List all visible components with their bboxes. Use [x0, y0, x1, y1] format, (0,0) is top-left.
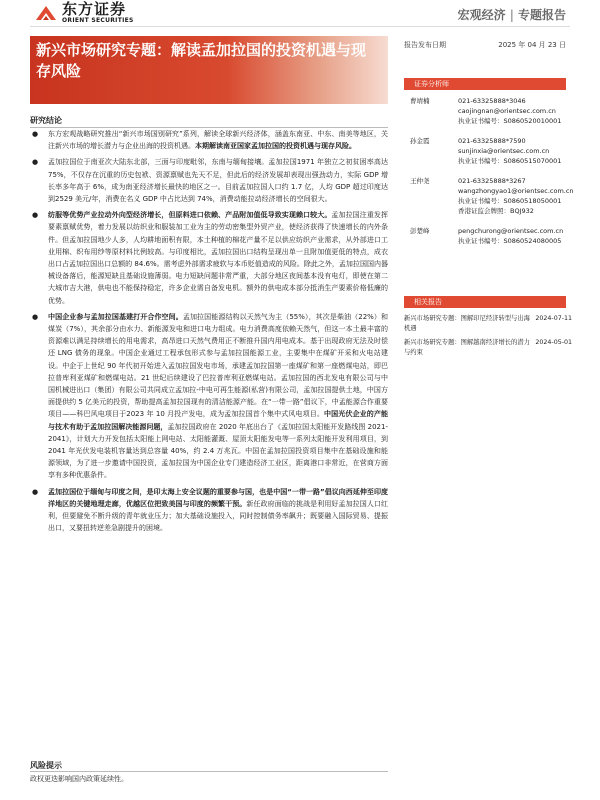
risk-text: 政权更迭影响国内政策延续性。 — [30, 775, 128, 783]
related-reports-header: 相关报告 — [404, 296, 566, 308]
summary-bullet — [30, 209, 388, 307]
related-report-title: 新兴市场研究专题：图解越南经济增长的潜力与约束 — [404, 339, 530, 356]
related-report-title: 新兴市场研究专题：图解印尼经济转型与出海机遇 — [404, 315, 530, 332]
related-report-date: 2024-07-11 — [535, 315, 572, 322]
bullet-text: 东方宏观战略研究推出“新兴市场国别研究”系列，解读全球新兴经济体，涵盖东南亚、中东、南美等地区，关注新兴市场的增长潜力与企业出海的投资机遇。 — [48, 130, 388, 151]
page-title: 新兴市场研究专题：解读孟加拉国的投资机遇与现存风险 — [36, 41, 367, 80]
analyst-license: 执业证书编号：S0860518050001 — [458, 197, 562, 205]
bullet-text: 孟加拉国能源结构以天然气为主（55%），其次是柴油（22%）和煤炭（7%），其余部分由水力、新能源发电和进口电力组成。电力消费高度依赖天然气，但这一本土最丰富的资源难以满足持续增长的用电需求，高昂进口天然气费用正不断推升国内用电成本。基于出现政府无法及时偿还 LNG 债务的现象。中国企业通过工程承包形式参与孟加拉国能源工业，主要集中在煤矿开采和火电站建设。中企于上世纪 90 年代初开始进入孟加拉国发电市场，承建孟加拉国第一座煤矿和第一座燃煤电站，即巴拉普库利亚煤矿和燃煤电站。21 世纪后续建设了巴拉普库利亚燃煤电站。孟加拉国的西北发电有限公司与中国机械进出口（集团）有限公司共同成立孟加拉-中电可再生能源(私营)有限公司，孟加拉国提供土地，中国方面提供约 5 亿美元的投资，帮助提高孟加拉国现有的清洁能源产能。在“一带一路”倡议下，中孟能源合作重要项目——科巴风电项目于2023 年 10 月投产发电，成为孟加拉国首个集中式风电项目。 — [48, 312, 389, 419]
category-label: 宏观经济 — [457, 8, 506, 22]
company-logo — [34, 2, 134, 24]
header-divider — [30, 26, 570, 27]
bullet-dot-icon: ● — [32, 130, 39, 138]
analyst-email[interactable]: wangzhongyao1@orientsec.com.cn — [458, 187, 574, 195]
analyst-phone: 021-63325888*3046 — [458, 97, 526, 105]
bullet-dot-icon: ● — [32, 312, 39, 321]
analyst-phone: 021-63325888*7590 — [458, 137, 526, 145]
summary-bullet — [30, 128, 388, 152]
bullet-text: 孟加拉国注重发挥要素禀赋优势，着力发展以纺织业和服装加工业为主的劳动密集型外贸产业，使经济获得了快速增长的内外条件。但孟加拉国地少人多，人均耕地面积有限，本土种植的棉花产量不足以供应纺织产业需求，从外部进口工业用棉、织布用纱等原材料比例较高。与印度相比，孟加拉国出口结构呈现出单一且附加值更低的特点，成衣出口占孟加拉国出口总额的 84.6%。需考虑外部需求疲软与本币贬值造成的风险。除此之外，孟加拉国国内器械设备落后，能源短缺且基础设施薄弱。电力短缺问题非常严重，大部分地区夜间基本没有电灯，即使在第二大城市吉大港，供电也不能保持稳定，许多企业需自备发电机。额外的供电成本部分抵消生产要素价格低廉的优势。 — [48, 211, 389, 305]
summary-bullet — [30, 156, 388, 205]
bullet-bold-tail: 本期解读南亚国家孟加拉国的投资机遇与现存风险。 — [195, 142, 356, 151]
bullet-dot-icon: ● — [32, 211, 39, 220]
analyst-name: 曹靖楠 — [410, 97, 430, 105]
related-report-item[interactable] — [404, 314, 572, 334]
summary-bullet — [30, 311, 388, 482]
risk-divider — [30, 771, 388, 772]
related-report-item[interactable] — [404, 338, 572, 358]
summary-bullets — [30, 128, 388, 539]
analyst-phone: 021-63325888*3267 — [458, 177, 526, 185]
analyst-name: 孙金霞 — [410, 137, 430, 145]
analyst-email[interactable]: sunjinxia@orientsec.com.cn — [458, 147, 550, 155]
bullet-bold-lead: 中国企业参与孟加拉国基建打开合作空间。 — [48, 312, 183, 321]
logo-mark-icon — [34, 4, 58, 22]
summary-title: 研究结论 — [30, 116, 62, 125]
title-banner — [30, 36, 388, 104]
summary-bullet — [30, 486, 388, 535]
analyst-license: 执业证书编号：S0860520010001 — [458, 117, 562, 125]
bullet-bold-mid: 中国光伏企业的产能与技术有助于孟加拉国解决能源问题， — [48, 410, 389, 431]
bullet-text: 新任政府面临的挑战是利用好孟加拉国人口红利，但要避免不断升级的青年就业压力；加大基础设施投入，同时控制债务率飙升；既要融入国际贸易、提振出口，又要扭转逆差急剧提升的困境。 — [48, 499, 389, 533]
related-report-date: 2024-05-01 — [535, 339, 572, 346]
analyst-email[interactable]: caojingnan@orientsec.com.cn — [458, 107, 556, 115]
publish-date-label: 报告发布日期 — [404, 41, 446, 49]
bullet-bold-lead: 纺服等优势产业拉动外向型经济增长，但原料进口依赖、产品附加值低导致实现赖口较大。 — [48, 211, 332, 220]
analyst-name: 王仲尧 — [410, 177, 430, 185]
analysts-header: 证券分析师 — [404, 78, 566, 90]
logo-text-en: ORIENT SECURITIES — [62, 17, 134, 24]
bullet-dot-icon: ● — [32, 487, 39, 496]
analyst-license: 执业证书编号：S0860515070001 — [458, 157, 562, 165]
analyst-license: 执业证书编号：S0860524080005 — [458, 237, 562, 245]
report-category — [458, 6, 566, 23]
bullet-text: 孟加拉国位于南亚次大陆东北部，三面与印度毗邻，东南与缅甸接壤。孟加拉国1971 年独立之初贫困率高达 75%，不仅存在沉重的历史包袱、资源禀赋也先天不足，但此后的经济发展却表现出强劲动力，实际 GDP 增长率多年高于 6%，成为南亚经济增长最快的地区之一。目前孟加拉国人口约 1.7 亿，人均 GDP 超过印度达到2529 美元/年，消费在名义 GDP 中占比达到 74%，消费动能拉动经济增长的空间很大。 — [48, 158, 388, 204]
analyst-hk-license: 香港证监会牌照：BQJ932 — [458, 207, 534, 215]
risk-title: 风险提示 — [30, 761, 62, 770]
bullet-dot-icon: ● — [32, 158, 39, 167]
bullet-text-continued: 孟加拉国政府在 2020 年底出台了《孟加拉国太阳能开发路线图 2021-2041》，计划大力开发包括太阳能上网电站、太阳能灌溉、屋顶太阳能发电等一系列太阳能开发利用项目，到 2041 年光伏发电装机容量达到总容量 40%，约 2.4 万兆瓦。中国在孟加拉国投资项目集中在基础设施和能源领域，为了进一步邀请中国投资，孟加拉国为中国企业专门建造经济工业区，距离港口非常近，在营商方面享有多种优惠条件。 — [48, 422, 388, 480]
separator: | — [509, 8, 514, 22]
publish-date-row — [404, 40, 566, 50]
report-type-label: 专题报告 — [517, 8, 566, 22]
publish-date-value: 2025 年 04 月 23 日 — [498, 41, 566, 49]
analyst-name: 彭楚峰 — [410, 227, 430, 235]
bullet-bold-lead: 孟加拉国位于缅甸与印度之间，是印太海上安全议题的重要参与国，也是中国“一带一路”倡议向西延伸至印度洋地区的关键地理走廊，优越区位把致美国与印度的频繁干预。 — [48, 487, 388, 508]
analyst-email[interactable]: pengchurong@orientsec.com.cn — [458, 227, 564, 235]
logo-text-cn: 东方证券 — [62, 0, 127, 18]
